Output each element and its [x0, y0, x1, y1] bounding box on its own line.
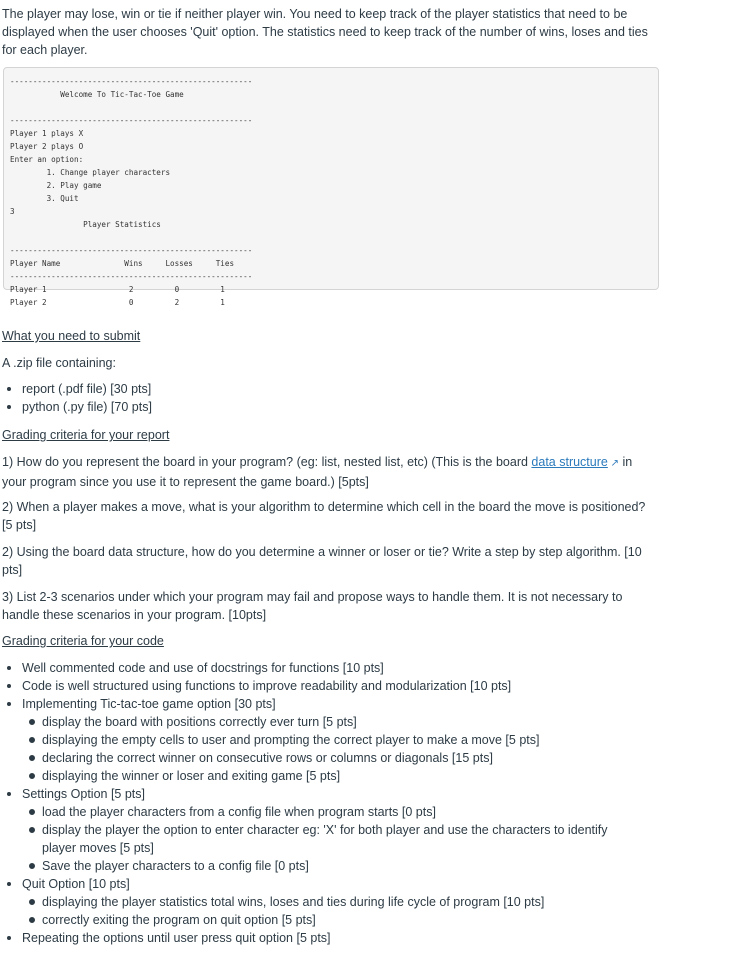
code-criteria-heading: Grading criteria for your code [2, 634, 164, 648]
question-1 [2, 453, 654, 491]
player2-plays-line: Player 2 plays O [10, 142, 84, 151]
list-item: report (.pdf file) [30 pts] [0, 380, 700, 398]
dash-line: ----------------------------------------------------- [10, 272, 253, 281]
sub-list-item: display the player the option to enter character eg: 'X' for both player and use the characters to identify player moves [5 pts] [0, 821, 700, 857]
stats-title-line: Player Statistics [10, 220, 161, 229]
list-item: Settings Option [5 pts] [0, 785, 700, 803]
intro-paragraph: The player may lose, win or tie if neither player win. You need to keep track of the player statistics that need to be displayed when the user chooses 'Quit' option. The statistics need to keep track of the number of wins, loses and ties for each player. [2, 7, 648, 57]
question-2: 2) When a player makes a move, what is your algorithm to determine which cell in the board the move is positioned? [5 pts] [2, 500, 646, 532]
q1-text-after: in your program since you use it to represent the game board.) [5pts] [2, 455, 633, 489]
welcome-line: Welcome To Tic-Tac-Toe Game [10, 90, 184, 99]
stats-row-player2: Player 2 0 2 1 [10, 298, 225, 307]
option-1-line: 1. Change player characters [10, 168, 171, 177]
list-item: python (.py file) [70 pts] [0, 398, 700, 416]
sub-list-item: correctly exiting the program on quit option [5 pts] [0, 911, 700, 929]
external-link-icon: ↗ [607, 458, 620, 469]
user-input-line: 3 [10, 207, 15, 216]
sub-list-item: load the player characters from a config file when program starts [0 pts] [0, 803, 700, 821]
dash-line: ----------------------------------------------------- [10, 77, 253, 86]
dash-line: ----------------------------------------------------- [10, 246, 253, 255]
sub-list-item: declaring the correct winner on consecutive rows or columns or diagonals [15 pts] [0, 749, 700, 767]
submit-list [0, 380, 700, 416]
data-structure-link[interactable]: data structure [531, 455, 608, 469]
list-item: Quit Option [10 pts] [0, 875, 700, 893]
sub-list-item: displaying the winner or loser and exiting game [5 pts] [0, 767, 700, 785]
list-item: Implementing Tic-tac-toe game option [30 pts] [0, 695, 700, 713]
list-item: Well commented code and use of docstrings for functions [10 pts] [0, 659, 700, 677]
enter-option-line: Enter an option: [10, 155, 84, 164]
question-4: 3) List 2-3 scenarios under which your program may fail and propose ways to handle them. It is not necessary to handle these scenarios in your program. [10pts] [2, 590, 623, 622]
stats-header-line: Player Name Wins Losses Ties [10, 259, 235, 268]
zip-line: A .zip file containing: [2, 356, 116, 370]
dash-line: ----------------------------------------------------- [10, 116, 253, 125]
player1-plays-line: Player 1 plays X [10, 129, 84, 138]
console-pre [4, 68, 658, 309]
option-2-line: 2. Play game [10, 181, 102, 190]
option-3-line: 3. Quit [10, 194, 79, 203]
question-3: 2) Using the board data structure, how do you determine a winner or loser or tie? Write a step by step algorithm. [10 pts] [2, 545, 642, 577]
code-criteria-list [0, 659, 700, 947]
sub-list-item: display the board with positions correctly ever turn [5 pts] [0, 713, 700, 731]
list-item: Repeating the options until user press quit option [5 pts] [0, 929, 700, 947]
sub-list-item: Save the player characters to a config file [0 pts] [0, 857, 700, 875]
submit-heading: What you need to submit [2, 329, 141, 343]
stats-row-player1: Player 1 2 0 1 [10, 285, 225, 294]
list-item: Code is well structured using functions to improve readability and modularization [10 pts] [0, 677, 700, 695]
console-output-block [3, 67, 659, 307]
sub-list-item: displaying the player statistics total wins, loses and ties during life cycle of program [10 pts] [0, 893, 700, 911]
sub-list-item: displaying the empty cells to user and prompting the correct player to make a move [5 pts] [0, 731, 700, 749]
report-criteria-heading: Grading criteria for your report [2, 428, 170, 442]
q1-text-before: 1) How do you represent the board in your program? (eg: list, nested list, etc) (This is the board [2, 455, 532, 469]
